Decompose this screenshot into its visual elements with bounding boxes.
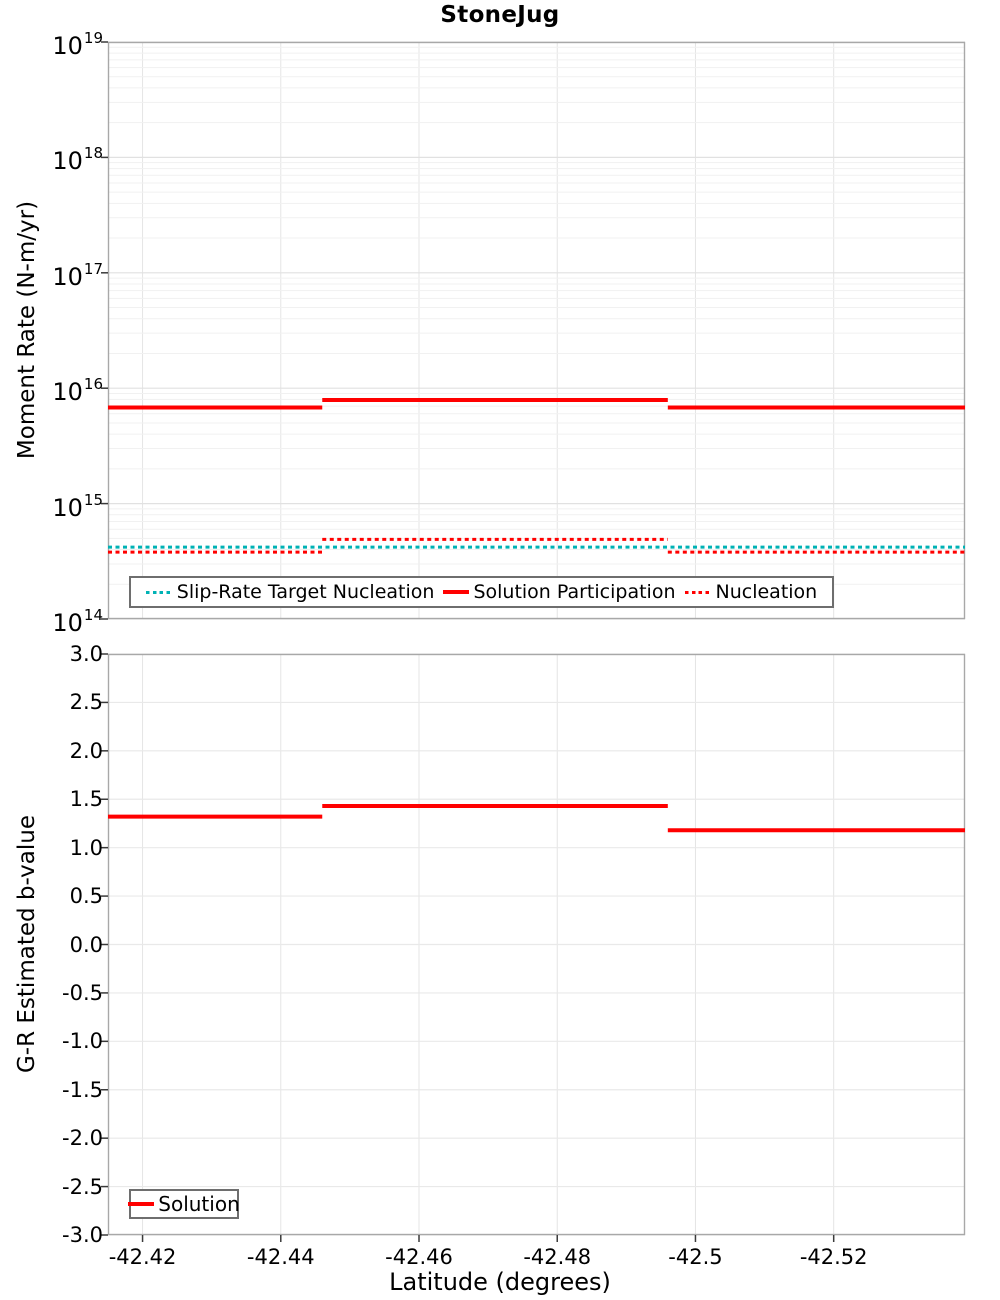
- y-tick-label: 0.0: [69, 932, 103, 957]
- y-tick-label: 2.5: [69, 690, 103, 715]
- legend-moment-rate: [129, 576, 834, 608]
- legend-b-value: [129, 1189, 239, 1219]
- legend-item-slip-rate-target-nucleation: [146, 581, 435, 603]
- legend-label: Solution Participation: [473, 581, 676, 603]
- x-tick-label: -42.5: [668, 1245, 723, 1269]
- y-tick-label: -2.5: [62, 1174, 103, 1199]
- slip-rate-target-nucleation-line-swatch: [146, 591, 173, 594]
- y-tick-label: $10^{19}$: [52, 29, 103, 60]
- legend-item-nucleation: [685, 581, 818, 603]
- legend-item-solution-participation: [443, 581, 675, 603]
- y-tick-label: -0.5: [62, 980, 103, 1005]
- y-tick-label: $10^{17}$: [52, 259, 103, 291]
- solution-line-swatch: [128, 1202, 154, 1206]
- legend-label: Slip-Rate Target Nucleation: [176, 581, 435, 603]
- chart-title: StoneJug: [440, 2, 560, 28]
- y-tick-label: 2.0: [69, 738, 103, 763]
- y-tick-label: $10^{14}$: [52, 606, 103, 637]
- solution-participation-line-swatch: [443, 590, 469, 594]
- y-tick-label: -2.0: [62, 1126, 103, 1151]
- y-tick-label: 0.5: [69, 884, 103, 909]
- y-tick-label: $10^{18}$: [52, 144, 103, 176]
- x-tick-label: -42.52: [799, 1245, 868, 1269]
- x-tick-label: -42.42: [108, 1245, 177, 1269]
- x-tick-label: -42.44: [246, 1245, 315, 1269]
- y-tick-label: $10^{16}$: [52, 375, 103, 407]
- y-tick-label: -3.0: [62, 1223, 103, 1247]
- y-tick-label: $10^{15}$: [52, 490, 103, 522]
- moment-rate-plot-frame: [109, 43, 965, 619]
- legend-item-solution: [128, 1192, 239, 1216]
- y-axis-label-moment-rate: Moment Rate (N-m/yr): [14, 200, 40, 460]
- legend-label: Nucleation: [715, 581, 818, 603]
- y-tick-label: -1.5: [62, 1077, 103, 1102]
- y-tick-label: 1.5: [69, 787, 103, 812]
- y-axis-label-b-value: G-R Estimated b-value: [14, 814, 40, 1074]
- legend-label: Solution: [158, 1192, 240, 1216]
- x-tick-label: -42.46: [385, 1245, 453, 1269]
- x-axis-label-latitude: Latitude (degrees): [389, 1268, 611, 1296]
- y-tick-label: 3.0: [69, 642, 103, 666]
- x-tick-label: -42.48: [523, 1245, 592, 1269]
- nucleation-line-swatch: [685, 591, 712, 594]
- y-tick-label: 1.0: [69, 835, 103, 860]
- y-tick-label: -1.0: [62, 1029, 103, 1054]
